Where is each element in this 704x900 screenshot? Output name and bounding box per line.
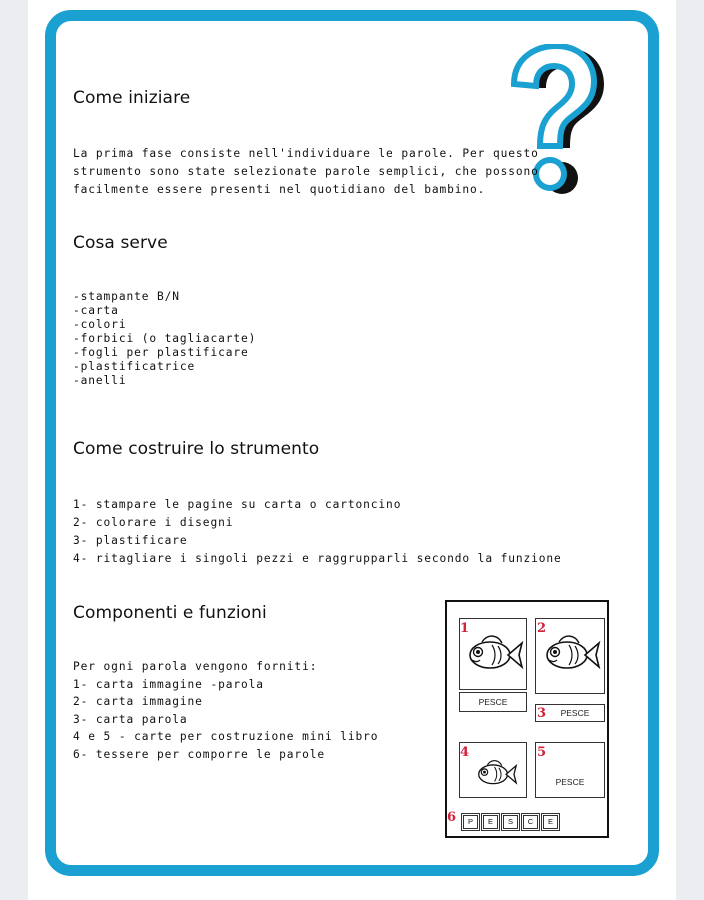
word-card [459, 692, 527, 712]
list-item: -forbici (o tagliacarte) [73, 332, 257, 345]
intro-paragraph [73, 145, 539, 199]
card-number: 5 [537, 745, 547, 760]
intro-line: facilmente essere presenti nel quotidiano del bambino. [73, 183, 486, 196]
list-item: 6- tessere per comporre le parole [73, 747, 325, 761]
card-number: 3 [537, 706, 547, 721]
list-item: -plastificatrice [73, 360, 196, 373]
list-item: 4 e 5 - carte per costruzione mini libro [73, 730, 379, 743]
list-item: -carta [73, 304, 119, 317]
word-label: PESCE [560, 708, 590, 718]
list-item: -stampante B/N [73, 290, 180, 303]
letter-tile: S [503, 815, 518, 829]
build-steps [73, 496, 562, 568]
card-number: 2 [537, 621, 547, 636]
fish-icon [474, 757, 518, 793]
list-item: -fogli per plastificare [73, 346, 249, 359]
card-number: 4 [460, 745, 470, 760]
components-illustration [445, 600, 609, 838]
word-label: PESCE [555, 777, 585, 787]
list-item: -anelli [73, 374, 127, 387]
list-item: -colori [73, 318, 127, 331]
list-item: Per ogni parola vengono forniti: [73, 660, 318, 673]
card-number: 6 [447, 810, 457, 825]
intro-line: La prima fase consiste nell'individuare le parole. Per questo [73, 147, 539, 160]
letter-tile: E [543, 815, 558, 829]
components-list [73, 658, 378, 763]
heading-come-iniziare: Come iniziare [73, 88, 191, 108]
intro-line: strumento sono state selezionate parole semplici, che possono [73, 165, 539, 178]
heading-come-costruire: Come costruire lo strumento [73, 439, 320, 459]
list-item: 2- colorare i disegni [73, 516, 234, 529]
fish-icon [541, 631, 601, 681]
fish-icon [464, 631, 524, 681]
letter-tile: E [483, 815, 498, 829]
list-item: 3- plastificare [73, 534, 188, 547]
mini-book-image-card [459, 742, 527, 798]
heading-componenti: Componenti e funzioni [73, 603, 267, 623]
list-item: 3- carta parola [73, 712, 188, 726]
letter-tile: C [523, 815, 538, 829]
letter-tile: P [463, 815, 478, 829]
list-item: 1- carta immagine -parola [73, 677, 264, 691]
card-number: 1 [460, 621, 470, 636]
heading-cosa-serve: Cosa serve [73, 233, 168, 253]
list-item: 1- stampare le pagine su carta o cartoncino [73, 498, 402, 511]
materials-list [73, 290, 256, 388]
word-label: PESCE [478, 697, 508, 707]
image-card [459, 618, 527, 690]
list-item: 4- ritagliare i singoli pezzi e raggrupparli secondo la funzione [73, 552, 562, 565]
list-item: 2- carta immagine [73, 695, 203, 708]
